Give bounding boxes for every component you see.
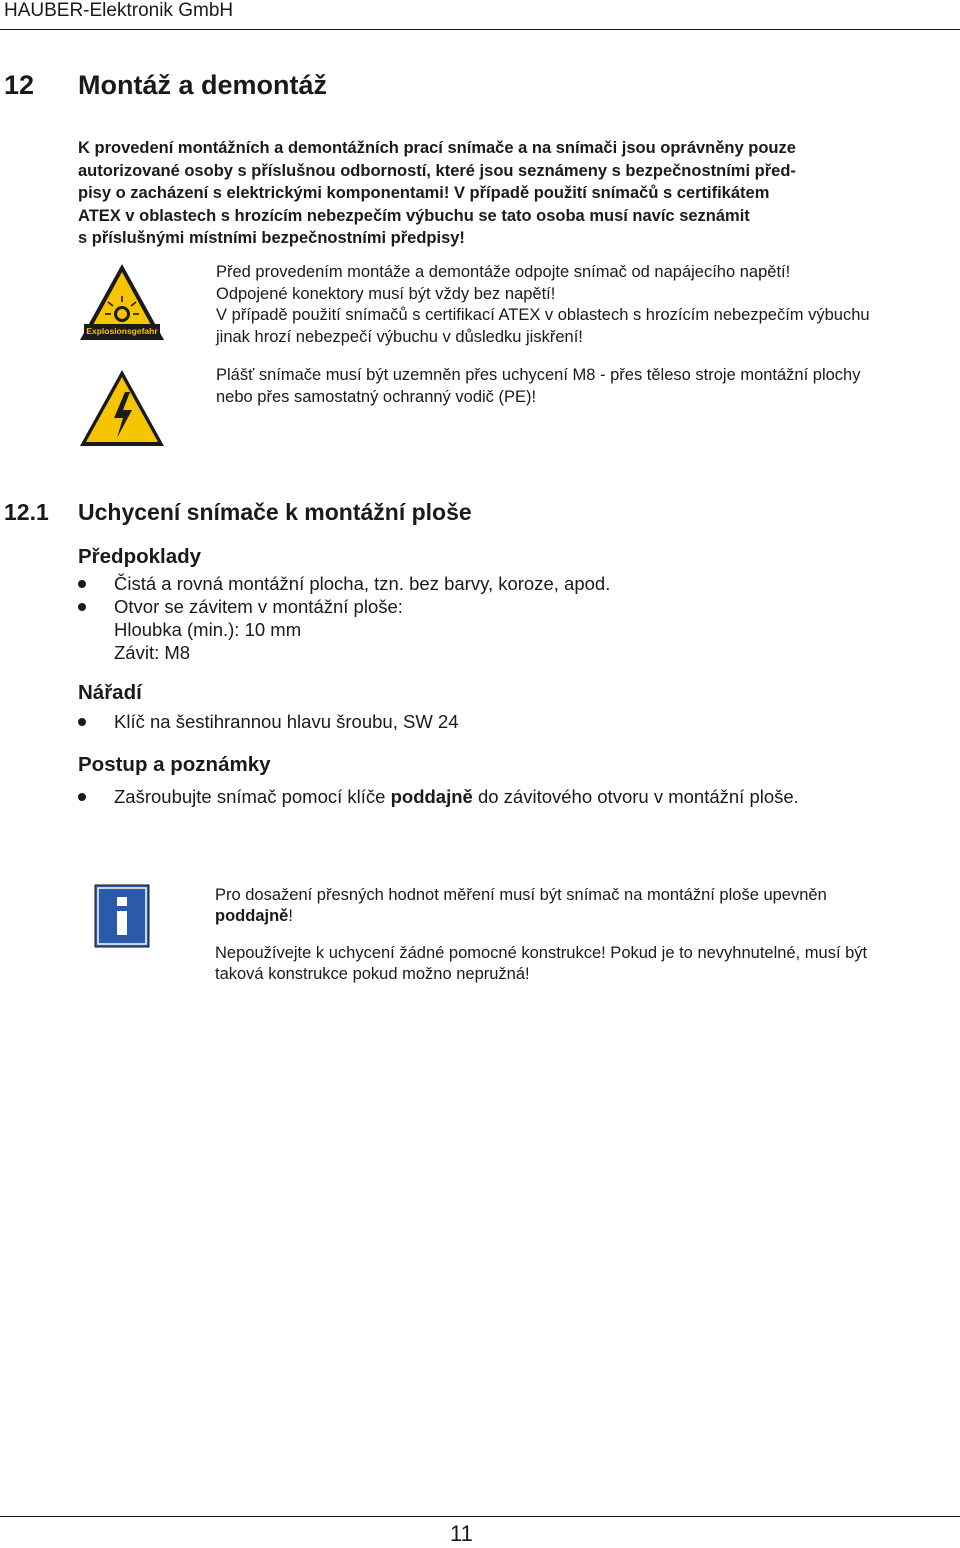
tools-heading: Nářadí bbox=[78, 681, 142, 704]
list-item-text: Čistá a rovná montážní plocha, tzn. bez barvy, koroze, apod. bbox=[114, 573, 611, 594]
info-line bbox=[215, 906, 945, 927]
section-number: 12.1 bbox=[4, 499, 49, 525]
text-run: Zašroubujte snímač pomocí klíče bbox=[114, 786, 391, 807]
warning-line: Před provedením montáže a demontáže odpojte snímač od napájecího napětí! bbox=[216, 263, 791, 281]
explosion-warning-icon bbox=[78, 262, 166, 342]
bullet-icon bbox=[78, 603, 86, 611]
list-item-text: Závit: M8 bbox=[114, 642, 191, 663]
info-icon bbox=[94, 884, 150, 948]
intro-line: ATEX v oblastech s hrozícím nebezpečím výbuchu se tato osoba musí navíc seznámit bbox=[78, 206, 750, 225]
warning-line: nebo přes samostatný ochranný vodič (PE)! bbox=[216, 387, 537, 406]
intro-line: s příslušnými místními bezpečnostními předpisy! bbox=[78, 229, 465, 247]
info-line: taková konstrukce pokud možno nepružná! bbox=[215, 965, 530, 983]
footer-rule bbox=[0, 1516, 960, 1517]
intro-line: K provedení montážních a demontážních prací snímače a na snímači jsou oprávněny pouze bbox=[78, 139, 796, 157]
list-item-text bbox=[114, 785, 799, 808]
explosion-sign-label: Explosionsgefahr bbox=[86, 326, 158, 336]
bullet-icon bbox=[78, 718, 86, 726]
warning-line: Plášť snímače musí být uzemněn přes uchycení M8 - přes těleso stroje montážní plochy bbox=[216, 366, 861, 384]
bullet-icon bbox=[78, 580, 86, 588]
chapter-title: Montáž a demontáž bbox=[78, 70, 328, 100]
page-number: 11 bbox=[450, 1521, 473, 1546]
company-name: HAUBER-Elektronik GmbH bbox=[4, 0, 234, 21]
intro-paragraph bbox=[78, 137, 898, 250]
warning-line: jinak hrozí nebezpečí výbuchu v důsledku jiskření! bbox=[216, 327, 583, 346]
explosion-warning-text bbox=[216, 262, 951, 348]
emphasis-text: poddajně bbox=[390, 786, 473, 807]
bullet-icon bbox=[78, 793, 86, 801]
electric-warning-icon bbox=[78, 368, 166, 448]
info-line: Pro dosažení přesných hodnot měření musí být snímač na montážní ploše upevněn bbox=[215, 886, 827, 904]
chapter-number: 12 bbox=[4, 70, 35, 100]
intro-line: autorizované osoby s příslušnou odborností, které jsou seznámeny s bezpečnostními před- bbox=[78, 161, 796, 180]
list-item-text: Otvor se závitem v montážní ploše: bbox=[114, 596, 403, 617]
info-paragraph-1 bbox=[215, 885, 945, 927]
info-line: Nepoužívejte k uchycení žádné pomocné konstrukce! Pokud je to nevyhnutelné, musí být bbox=[215, 944, 868, 962]
text-run: do závitového otvoru v montážní ploše. bbox=[472, 786, 799, 807]
emphasis-text: poddajně bbox=[215, 907, 289, 925]
warning-line: V případě použití snímačů s certifikací ATEX v oblastech s hrozícím nebezpečím výbuchu bbox=[216, 306, 870, 324]
intro-line: pisy o zacházení s elektrickými komponentami! V případě použití snímačů s certifikátem bbox=[78, 184, 770, 202]
procedure-heading: Postup a poznámky bbox=[78, 753, 271, 776]
list-item-text: Hloubka (min.): 10 mm bbox=[114, 619, 302, 640]
section-title: Uchycení snímače k montážní ploše bbox=[78, 499, 472, 525]
prerequisites-heading: Předpoklady bbox=[78, 545, 202, 568]
text-run: ! bbox=[288, 907, 293, 925]
electric-warning-text bbox=[216, 365, 951, 408]
list-item-text: Klíč na šestihrannou hlavu šroubu, SW 24 bbox=[114, 711, 459, 732]
info-paragraph-2 bbox=[215, 943, 945, 985]
warning-line: Odpojené konektory musí být vždy bez napětí! bbox=[216, 284, 556, 303]
header-rule bbox=[0, 29, 960, 30]
